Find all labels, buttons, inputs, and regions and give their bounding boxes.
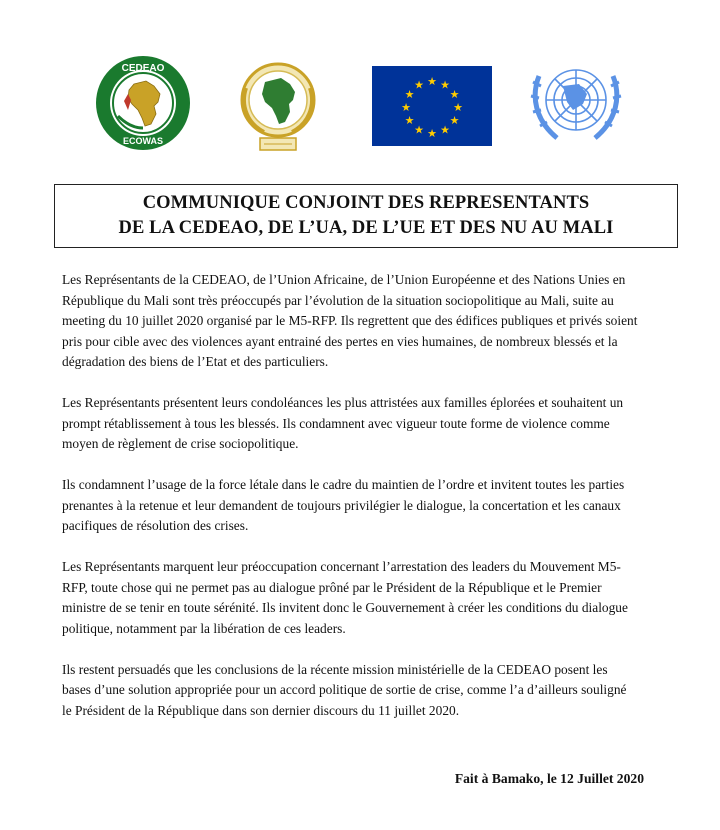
paragraph-2 — [62, 393, 662, 455]
paragraph-line: Les Représentants de la CEDEAO, de l’Union Africaine, de l’Union Européenne et des Nations Unies en — [62, 272, 626, 287]
paragraph-1 — [62, 270, 662, 373]
paragraph-line: politique, notamment par la libération de ces leaders. — [62, 620, 346, 636]
ecowas-text-bottom: ECOWAS — [122, 136, 164, 146]
paragraph-line: RFP, toute chose qui ne permet pas au dialogue prôné par le Président de la République et le Premier — [62, 579, 602, 595]
svg-text:★: ★ — [427, 127, 437, 140]
svg-text:★: ★ — [427, 75, 437, 88]
paragraph-line: prenantes à la retenue et leur demandent de toujours privilégier le dialogue, la concertation et les canaux — [62, 497, 621, 513]
svg-text:★: ★ — [414, 78, 424, 92]
paragraph-line: pacifiques de résolution des crises. — [62, 518, 249, 533]
paragraph-line: dégradation des biens de l’Etat et des particuliers. — [62, 354, 329, 369]
cedeao-text-top: CEDEAO — [121, 63, 165, 74]
paragraph-5 — [62, 660, 662, 722]
paragraph-line: République du Mali sont très préoccupés par l’évolution de la situation sociopolitique au Mali, suite au — [62, 292, 614, 308]
cedeao-logo — [94, 54, 192, 152]
paragraph-line: bases d’une solution appropriée pour un accord politique de sortie de crise, comme l’a d’ailleurs souligné — [62, 682, 627, 697]
paragraph-line: pris pour cible avec des violences ayant entrainé des pertes en vies humaines, de nombreux blessés et la — [62, 333, 618, 349]
signature-place-date: Fait à Bamako, le 12 Juillet 2020 — [454, 771, 644, 786]
paragraph-line: le Président de la République dans son dernier discours du 11 juillet 2020. — [62, 702, 460, 718]
paragraph-line: Ils restent persuadés que les conclusions de la récente mission ministérielle de la CEDEAO posent les — [62, 661, 608, 677]
paragraph-line: Les Représentants marquent leur préoccupation concernant l’arrestation des leaders du Mouvement M5- — [62, 559, 621, 574]
title-box — [54, 184, 678, 248]
svg-text:★: ★ — [414, 123, 424, 137]
paragraph-line: prompt rétablissement à tous les blessés. Ils condamnent avec vigueur toute forme de violence comme — [62, 415, 610, 431]
title-line-1: COMMUNIQUE CONJOINT DES REPRESENTANTS — [142, 193, 590, 213]
united-nations-emblem — [527, 56, 625, 148]
svg-text:★: ★ — [404, 88, 415, 101]
paragraph-line: Ils condamnent l’usage de la force létale dans le cadre du maintien de l’ordre et invitent toutes les parties — [62, 477, 625, 492]
svg-text:★: ★ — [404, 114, 415, 127]
paragraph-line: meeting du 10 juillet 2020 organisé par le M5-RFP. Ils regrettent que des édifices publiques et privés soient — [62, 313, 638, 328]
svg-text:★: ★ — [453, 101, 463, 114]
communique-body — [62, 270, 662, 742]
svg-text:★: ★ — [401, 101, 411, 114]
svg-text:★: ★ — [449, 88, 460, 101]
european-union-flag — [372, 66, 492, 146]
svg-text:★: ★ — [440, 123, 450, 137]
svg-text:★: ★ — [440, 78, 450, 92]
logo-row — [0, 50, 720, 160]
african-union-logo — [232, 58, 324, 156]
svg-text:★: ★ — [449, 114, 460, 127]
paragraph-line: ministre de se tenir en toute sérénité. Ils invitent donc le Gouvernement à créer les conditions du dialogue — [62, 600, 628, 615]
paragraph-line: moyen de règlement de crise sociopolitique. — [62, 436, 299, 451]
paragraph-4 — [62, 557, 662, 639]
paragraph-line: Les Représentants présentent leurs condoléances les plus attristées aux familles éplorées et souhaitent un — [62, 395, 624, 410]
title-line-2: DE LA CEDEAO, DE L’UA, DE L’UE ET DES NU AU MALI — [118, 218, 614, 238]
paragraph-3 — [62, 475, 662, 537]
